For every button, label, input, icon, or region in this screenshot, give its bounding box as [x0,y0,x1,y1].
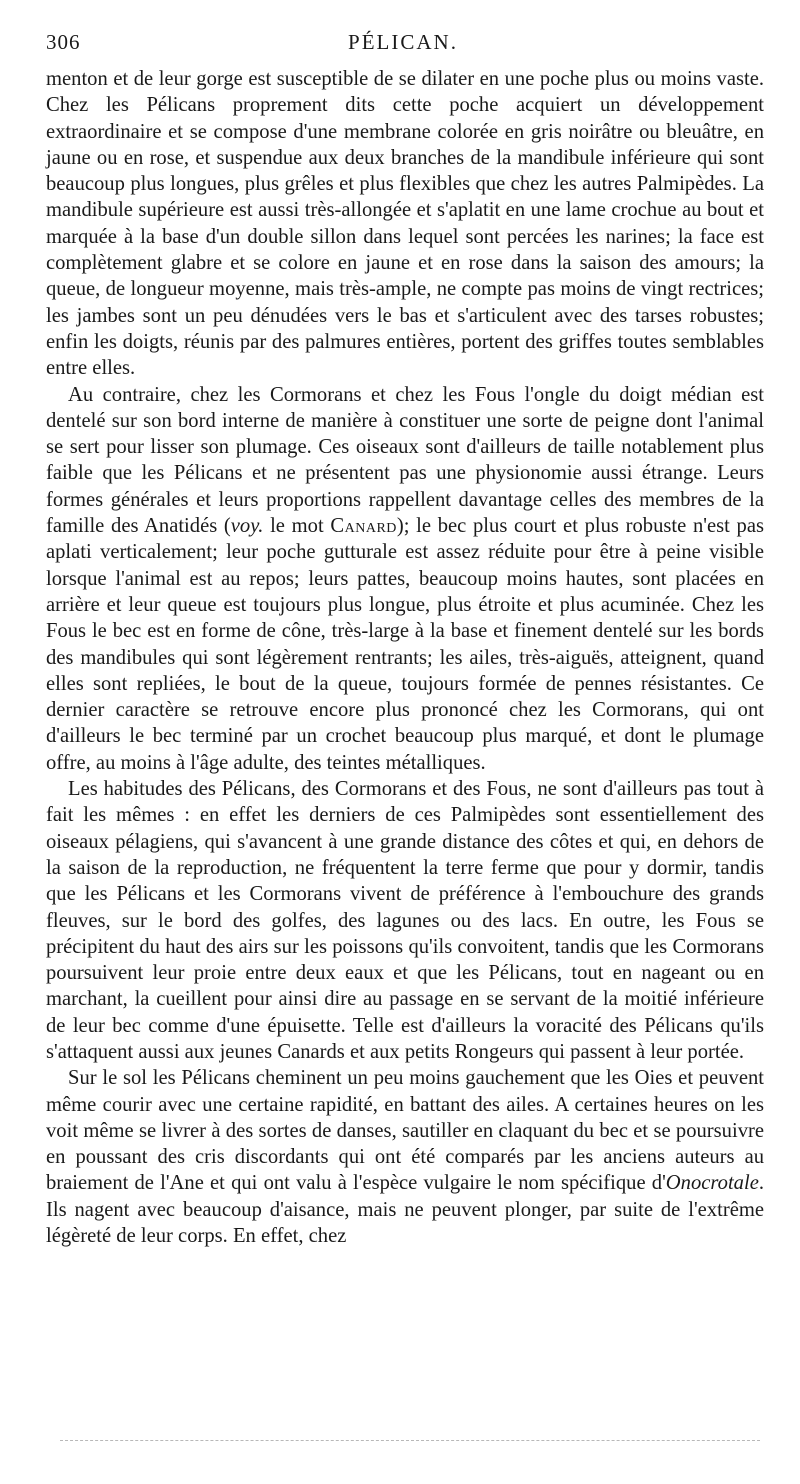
paragraph [46,776,764,1065]
smallcaps-text: Canard [330,515,397,538]
paragraph-text: Sur le sol les Pélicans cheminent un peu moins gauchement que les Oies et peuvent même courir avec une certaine rapidité, en battant des ailes. A certaines heures on les voit même se livrer à des sortes de danses, sautiller en claquant du bec et se poursuivre en poussant des cris discordants qui ont été comparés par les anciens auteurs au braiement de l'Ane et qui ont valu à l'espèce vulgaire le nom spécifique d' [46,1067,764,1195]
paragraph [46,66,764,382]
paragraph-text: le mot [263,515,331,538]
paragraph-text: ); le bec plus court et plus robuste n'est pas aplati verticalement; leur poche gutturale est assez réduite pour être à peine visible lorsque l'animal est au repos; leurs pattes, beaucoup moins hautes, sont placées en arrière et leur queue est toujours plus longue, plus étroite et plus acuminée. Chez les Fous le bec est en forme de cône, très-large à la base et finement dentelé sur les bords des mandibules qui sont légèrement rentrants; les ailes, très-aiguës, atteignent, quand elles sont repliées, le bout de la queue, toujours formée de pennes résistantes. Ce dernier caractère se retrouve encore plus prononcé chez les Cormorans, qui ont d'ailleurs le bec terminé par un crochet beaucoup plus marqué, et dont le plumage offre, au moins à l'âge adulte, des teintes métalliques. [46,515,764,774]
article-body [46,66,764,1249]
page-number: 306 [46,30,81,54]
paragraph-text: menton et de leur gorge est susceptible de se dilater en une poche plus ou moins vaste. Chez les Pélicans proprement dits cette poche acquiert un développement extraordinaire et se compose d'une membrane colorée en gris noirâtre ou bleuâtre, en jaune ou en rose, et suspendue aux deux branches de la mandibule inférieure qui sont beaucoup plus longues, plus grêles et plus flexibles que chez les autres Palmipèdes. La mandibule supérieure est aussi très-allongée et s'aplatit en une lame crochue au bout et marquée à la base d'un double sillon dans lequel sont percées les narines; la face est complètement glabre et se colore en jaune et en rose dans la saison des amours; la queue, de longueur moyenne, mais très-ample, ne compte pas moins de vingt rectrices; les jambes sont un peu dénudées vers le bas et s'articulent avec des tarses robustes; enfin les doigts, réunis par des palmures entières, portent des griffes toutes semblables entre elles. [46,68,764,380]
page-header [46,30,760,60]
running-title: PÉLICAN. [348,30,458,54]
paragraph [46,382,764,776]
footer-dotted-rule [60,1440,760,1443]
paragraph-text: Au contraire, chez les Cormorans et chez les Fous l'ongle du doigt médian est dentelé sur son bord interne de manière à constituer une sorte de peigne dont l'animal se sert pour lisser son plumage. Ces oiseaux sont d'ailleurs de taille notablement plus faible que les Pélicans et ne présentent pas une physionomie aussi étrange. Leurs formes générales et leurs proportions rappellent davantage celles des membres de la famille des Anatidés ( [46,383,764,538]
paragraph [46,1065,764,1249]
italic-text: voy. [230,515,264,538]
paragraph-text: Les habitudes des Pélicans, des Cormorans et des Fous, ne sont d'ailleurs pas tout à fait les mêmes : en effet les derniers de ces Palmipèdes sont essentiellement des oiseaux pélagiens, qui s'avancent à une grande distance des côtes et qui, en dehors de la saison de la reproduction, ne fréquentent la terre ferme que pour y dormir, tandis que les Pélicans et les Cormorans vivent de préférence à l'embouchure des grands fleuves, sur le bord des golfes, des lagunes ou des lacs. En outre, les Fous se précipitent du haut des airs sur les poissons qu'ils convoitent, tandis que les Cormorans poursuivent leur proie entre deux eaux et que les Pélicans, tout en nageant ou en marchant, la cueillent pour ainsi dire au passage en se servant de la moitié inférieure de leur bec comme d'une épuisette. Telle est d'ailleurs la voracité des Pélicans qu'ils s'attaquent aussi aux jeunes Canards et aux petits Rongeurs qui passent à leur portée. [46,778,764,1063]
italic-text: Onocrotale [665,1172,759,1195]
paragraph-text: . Ils nagent avec beaucoup d'aisance, mais ne peuvent plonger, par suite de l'extrême légèreté de leur corps. En effet, chez [46,1172,764,1248]
